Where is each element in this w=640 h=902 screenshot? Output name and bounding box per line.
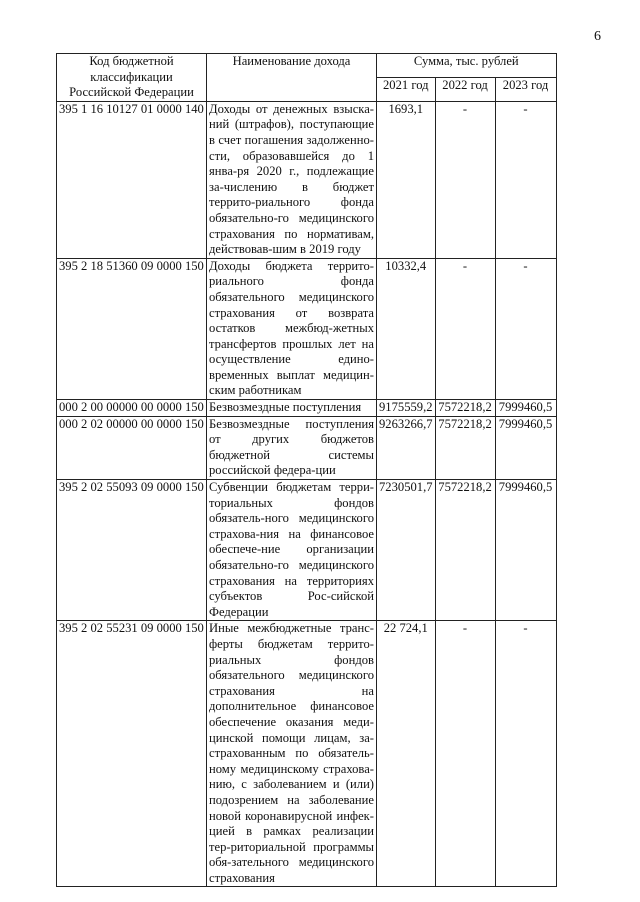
table-row — [57, 400, 557, 417]
row-2023: 7999460,5 — [495, 480, 556, 621]
row-2023: - — [495, 621, 556, 887]
row-code: 395 2 02 55093 09 0000 150 — [57, 480, 207, 621]
page-number: 6 — [594, 29, 601, 44]
header-year-2022: 2022 год — [435, 77, 495, 101]
row-2022: - — [435, 258, 495, 399]
row-code: 000 2 00 00000 00 0000 150 — [57, 400, 207, 417]
row-2021: 10332,4 — [377, 258, 436, 399]
row-2021: 9175559,2 — [377, 400, 436, 417]
budget-revenue-table — [56, 53, 557, 887]
table-row — [57, 258, 557, 399]
row-name: Безвозмездные поступления от других бюджетов бюджетной системы российской федера-ции — [207, 416, 377, 479]
row-2022: - — [435, 621, 495, 887]
row-code: 395 1 16 10127 01 0000 140 — [57, 101, 207, 258]
row-2021: 7230501,7 — [377, 480, 436, 621]
header-name: Наименование дохода — [207, 54, 377, 102]
header-year-2023: 2023 год — [495, 77, 556, 101]
header-sum: Сумма, тыс. рублей — [377, 54, 557, 78]
table-row — [57, 621, 557, 887]
row-2023: - — [495, 258, 556, 399]
row-code: 000 2 02 00000 00 0000 150 — [57, 416, 207, 479]
row-2021: 9263266,7 — [377, 416, 436, 479]
row-code: 395 2 02 55231 09 0000 150 — [57, 621, 207, 887]
row-2023: - — [495, 101, 556, 258]
row-name: Доходы от денежных взыска-ний (штрафов), поступающие в счет погашения задолженно-сти, образовавшейся до 1 янва-ря 2020 г., подлежащие за-числению в бюджет террито-риального фонда обязательно-го медицинского страхования по нормативам, действовав-шим в 2019 году — [207, 101, 377, 258]
header-code: Код бюджетной классификации Российской Федерации — [57, 54, 207, 102]
row-2023: 7999460,5 — [495, 400, 556, 417]
row-2021: 1693,1 — [377, 101, 436, 258]
row-2022: 7572218,2 — [435, 480, 495, 621]
row-2022: - — [435, 101, 495, 258]
row-2023: 7999460,5 — [495, 416, 556, 479]
table-row — [57, 101, 557, 258]
row-2022: 7572218,2 — [435, 400, 495, 417]
row-2022: 7572218,2 — [435, 416, 495, 479]
row-name: Безвозмездные поступления — [207, 400, 377, 417]
table-row — [57, 416, 557, 479]
row-name: Доходы бюджета террито-риального фонда обязательного медицинского страхования от возврата остатков межбюд-жетных трансфертов прошлых лет на осуществление едино-временных выплат медицин-ским работникам — [207, 258, 377, 399]
row-code: 395 2 18 51360 09 0000 150 — [57, 258, 207, 399]
table-row — [57, 480, 557, 621]
row-2021: 22 724,1 — [377, 621, 436, 887]
row-name: Субвенции бюджетам терри-ториальных фондов обязатель-ного медицинского страхова-ния на финансовое обеспече-ние организации обязательно-го медицинского страхования на территориях субъектов Рос-сийской Федерации — [207, 480, 377, 621]
header-year-2021: 2021 год — [377, 77, 436, 101]
row-name: Иные межбюджетные транс-ферты бюджетам террито-риальных фондов обязательного медицинского страхования на дополнительное финансовое обеспечение оказания меди-цинской помощи лицам, за-страхованным по обязатель-ному медицинскому страхова-нию, с заболеванием и (или) подозрением на заболевание новой коронавирусной инфек-цией в рамках реализации тер-риториальной программы обя-зательного медицинского страхования — [207, 621, 377, 887]
